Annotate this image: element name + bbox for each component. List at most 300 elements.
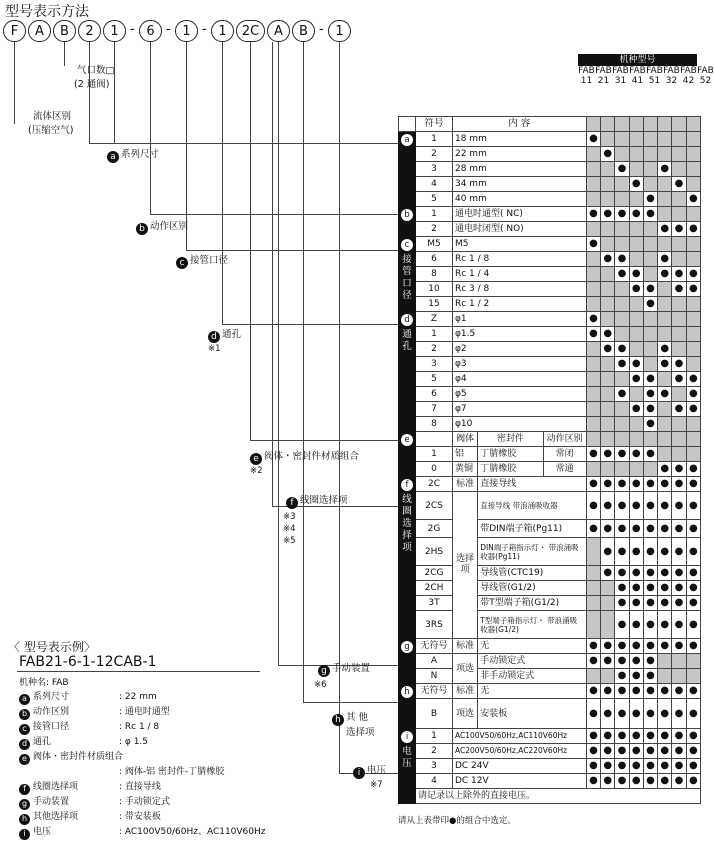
example-divider — [17, 671, 260, 672]
row-symbol: 2CH — [416, 581, 453, 596]
leader-line — [278, 42, 279, 665]
table-row — [399, 177, 701, 192]
model-dot — [658, 327, 672, 342]
model-dot — [601, 132, 615, 147]
model-dot: ● — [658, 342, 672, 357]
model-dot: ● — [586, 447, 600, 462]
model-dot — [601, 177, 615, 192]
model-dot: ● — [672, 596, 686, 611]
spec-table — [398, 116, 701, 804]
model-dot — [658, 192, 672, 207]
model-dot — [586, 387, 600, 402]
header-model-cell — [615, 117, 629, 132]
example-title: 〈 型号表示例〉 — [8, 640, 96, 654]
row-option: 选择项 — [452, 492, 477, 639]
model-dot: ● — [643, 492, 657, 520]
model-dot — [601, 417, 615, 432]
model-dot: ● — [615, 669, 629, 684]
table-row — [399, 267, 701, 282]
note-5: ※5 — [283, 536, 296, 546]
model-dot: ● — [672, 462, 686, 477]
model-dot: ● — [686, 462, 700, 477]
model-dot: ● — [672, 729, 686, 744]
model-dot: ● — [615, 387, 629, 402]
code-separator: - — [166, 22, 171, 37]
leader-line — [114, 42, 115, 143]
model-dot: ● — [601, 729, 615, 744]
model-dot — [586, 611, 600, 639]
model-dot — [643, 267, 657, 282]
model-dot: ● — [615, 342, 629, 357]
row-symbol: 1 — [416, 207, 453, 222]
code-box: 1 — [175, 20, 198, 42]
model-dot — [586, 192, 600, 207]
model-dot: ● — [601, 207, 615, 222]
model-col: FAB52 — [697, 66, 714, 86]
model-dot — [686, 297, 700, 312]
model-dot — [629, 222, 643, 237]
model-dot — [629, 147, 643, 162]
model-dot: ● — [686, 596, 700, 611]
group-h — [399, 684, 416, 729]
model-dot: ● — [629, 774, 643, 789]
model-dot — [643, 462, 657, 477]
model-dot: ● — [601, 744, 615, 759]
model-dot: ● — [615, 611, 629, 639]
label-c: c 接管口径 — [176, 254, 228, 269]
model-dot: ● — [686, 729, 700, 744]
row-content: 导线管(CTC19) — [478, 566, 587, 581]
model-dot: ● — [601, 684, 615, 699]
table-row — [399, 669, 701, 684]
model-col: FAB32 — [663, 66, 680, 86]
model-dot — [629, 312, 643, 327]
row-symbol: 1 — [416, 447, 453, 462]
label-h: h 其 他 — [332, 711, 368, 726]
model-dot — [686, 147, 700, 162]
model-dot — [686, 669, 700, 684]
model-dot — [601, 357, 615, 372]
model-dot: ● — [643, 581, 657, 596]
model-dot — [686, 447, 700, 462]
model-dot: ● — [629, 492, 643, 520]
row-content: 无 — [478, 639, 587, 654]
row-symbol: 0 — [416, 462, 453, 477]
example-row — [19, 825, 266, 839]
model-dot — [686, 357, 700, 372]
model-dot: ● — [672, 581, 686, 596]
note-3: ※3 — [283, 512, 296, 522]
model-dot: ● — [615, 492, 629, 520]
model-dot: ● — [629, 372, 643, 387]
row-symbol: 15 — [416, 297, 453, 312]
model-dot — [586, 282, 600, 297]
model-dot — [672, 252, 686, 267]
model-dot — [643, 177, 657, 192]
model-dot: ● — [658, 596, 672, 611]
row-action: 常通 — [543, 462, 586, 477]
table-row — [399, 297, 701, 312]
example-row — [19, 780, 161, 794]
model-dot — [686, 342, 700, 357]
row-content: 导线管(G1/2) — [478, 581, 587, 596]
row-symbol: 4 — [416, 774, 453, 789]
model-dot — [658, 402, 672, 417]
code-box: A — [28, 20, 51, 42]
model-dot — [586, 669, 600, 684]
model-dot: ● — [629, 669, 643, 684]
model-dot: ● — [586, 774, 600, 789]
model-dot — [586, 402, 600, 417]
model-dot — [672, 132, 686, 147]
e-head-blank — [416, 432, 453, 447]
row-content: Rc 1 / 4 — [452, 267, 586, 282]
model-columns — [578, 66, 714, 116]
model-dot — [586, 357, 600, 372]
group-letter: h — [401, 686, 413, 698]
table-row — [399, 147, 701, 162]
example-value: : φ 1.5 — [119, 737, 149, 747]
table-row — [399, 282, 701, 297]
table-row — [399, 538, 701, 566]
model-header: 机种型号 — [578, 54, 697, 66]
model-dot: ● — [629, 520, 643, 538]
row-symbol: Z — [416, 312, 453, 327]
model-col: FAB41 — [629, 66, 646, 86]
model-dot: ● — [672, 611, 686, 639]
model-dot: ● — [615, 684, 629, 699]
table-row — [399, 312, 701, 327]
model-dot: ● — [672, 177, 686, 192]
model-dot: ● — [643, 282, 657, 297]
model-dot — [686, 237, 700, 252]
model-dot: ● — [586, 729, 600, 744]
example-row — [19, 735, 148, 749]
model-dot — [686, 417, 700, 432]
row-symbol: M5 — [416, 237, 453, 252]
model-dot: ● — [615, 162, 629, 177]
model-dot: ● — [629, 639, 643, 654]
note-1: ※1 — [208, 344, 221, 354]
model-dot — [672, 162, 686, 177]
model-dot: ● — [629, 729, 643, 744]
group-b — [399, 207, 416, 237]
row-standard: 标准 — [452, 477, 477, 492]
table-row — [399, 132, 701, 147]
model-dot — [686, 312, 700, 327]
model-dot: ● — [672, 774, 686, 789]
model-dot — [615, 297, 629, 312]
model-dot — [672, 327, 686, 342]
model-dot: ● — [658, 538, 672, 566]
model-dot: ● — [643, 538, 657, 566]
model-dot: ● — [658, 611, 672, 639]
table-row — [399, 432, 701, 447]
row-symbol: 7 — [416, 402, 453, 417]
code-box: 1 — [328, 20, 351, 42]
model-dot — [643, 147, 657, 162]
leader-line — [272, 42, 273, 506]
row-content: 无 — [478, 684, 587, 699]
page-title: 型号表示方法 — [5, 4, 89, 20]
row-symbol: 2 — [416, 744, 453, 759]
row-content: 28 mm — [452, 162, 586, 177]
model-dot: ● — [629, 402, 643, 417]
row-content: 安装板 — [478, 699, 587, 729]
row-symbol: 6 — [416, 387, 453, 402]
label-e: e 阀体・密封件材质组合 — [250, 450, 359, 465]
example-value: : 手动锁定式 — [119, 797, 170, 807]
model-dot — [672, 237, 686, 252]
model-dot — [658, 447, 672, 462]
model-dot: ● — [658, 684, 672, 699]
table-row — [399, 759, 701, 774]
model-dot: ● — [601, 538, 615, 566]
model-dot: ● — [658, 744, 672, 759]
row-content: 直接导线 — [478, 477, 587, 492]
row-content: M5 — [452, 237, 586, 252]
row-symbol: B — [416, 699, 453, 729]
label-f: f 线圈选择项 — [286, 494, 348, 509]
model-dot: ● — [601, 639, 615, 654]
example-key — [19, 735, 119, 750]
row-content: Rc 3 / 8 — [452, 282, 586, 297]
model-dot — [658, 417, 672, 432]
row-content: DIN端子箱指示灯・ 带浪涌吸收器(Pg11) — [478, 538, 587, 566]
model-dot: ● — [629, 477, 643, 492]
model-dot: ● — [643, 699, 657, 729]
code-separator: - — [319, 22, 324, 37]
example-letter: a — [19, 694, 30, 705]
model-dot: ● — [586, 684, 600, 699]
model-dot: ● — [658, 699, 672, 729]
model-dot — [615, 402, 629, 417]
model-dot: ● — [672, 759, 686, 774]
example-value: : 阀体-铝 密封件-丁腈橡胶 — [119, 767, 225, 777]
row-content: φ3 — [452, 357, 586, 372]
model-dot: ● — [629, 699, 643, 729]
row-symbol: 10 — [416, 282, 453, 297]
code-separator: - — [130, 22, 135, 37]
row-symbol: 无符号 — [416, 639, 453, 654]
model-dot: ● — [586, 744, 600, 759]
model-dot — [672, 432, 686, 447]
model-dot: ● — [643, 207, 657, 222]
model-dot: ● — [658, 477, 672, 492]
model-dot — [601, 462, 615, 477]
note-4: ※4 — [283, 524, 296, 534]
e-head-action: 动作区别 — [543, 432, 586, 447]
row-body: 黄铜 — [452, 462, 477, 477]
header-content: 内 容 — [452, 117, 586, 132]
model-dot: ● — [601, 477, 615, 492]
row-content: 手动锁定式 — [478, 654, 587, 669]
model-dot — [615, 462, 629, 477]
model-dot: ● — [686, 387, 700, 402]
group-letter: b — [401, 209, 413, 221]
model-dot: ● — [672, 520, 686, 538]
model-dot — [601, 611, 615, 639]
example-key-text: 通孔 — [33, 737, 52, 747]
model-dot: ● — [686, 192, 700, 207]
model-dot — [615, 177, 629, 192]
example-row — [19, 765, 224, 779]
row-symbol: 6 — [416, 252, 453, 267]
model-dot — [586, 297, 600, 312]
model-dot: ● — [643, 297, 657, 312]
model-dot — [615, 222, 629, 237]
row-standard: 标准 — [452, 684, 477, 699]
model-dot: ● — [643, 611, 657, 639]
group-f — [399, 477, 416, 639]
model-dot — [658, 372, 672, 387]
model-dot: ● — [658, 387, 672, 402]
row-symbol: 无符号 — [416, 684, 453, 699]
row-action: 常闭 — [543, 447, 586, 462]
model-dot — [658, 282, 672, 297]
table-row — [399, 372, 701, 387]
row-body: 铝 — [452, 447, 477, 462]
model-dot: ● — [658, 639, 672, 654]
model-dot — [658, 177, 672, 192]
row-symbol: 1 — [416, 327, 453, 342]
model-dot: ● — [643, 774, 657, 789]
model-dot — [615, 237, 629, 252]
group-e — [399, 432, 416, 477]
leader-line — [150, 214, 398, 215]
model-dot: ● — [686, 774, 700, 789]
code-box: B — [292, 20, 315, 42]
header-model-cell — [586, 117, 600, 132]
model-dot — [629, 342, 643, 357]
model-dot: ● — [629, 566, 643, 581]
row-content: φ1 — [452, 312, 586, 327]
model-dot: ● — [615, 477, 629, 492]
model-dot: ● — [686, 520, 700, 538]
header-symbol: 符号 — [416, 117, 453, 132]
table-row — [399, 774, 701, 789]
model-dot: ● — [643, 402, 657, 417]
group-letter: a — [401, 134, 413, 146]
model-dot: ● — [672, 267, 686, 282]
model-dot — [658, 669, 672, 684]
model-dot — [672, 387, 686, 402]
model-dot: ● — [601, 342, 615, 357]
model-dot: ● — [658, 759, 672, 774]
model-dot — [615, 417, 629, 432]
model-dot: ● — [615, 596, 629, 611]
row-symbol: 3 — [416, 759, 453, 774]
row-content: 40 mm — [452, 192, 586, 207]
model-dot: ● — [658, 222, 672, 237]
example-name: 机种名: FAB — [19, 678, 69, 688]
example-key-text: 阀体・密封件材质组合 — [33, 752, 124, 762]
model-col: FAB51 — [646, 66, 663, 86]
table-row — [399, 402, 701, 417]
model-dot — [601, 282, 615, 297]
group-letter: f — [401, 479, 413, 491]
model-dot: ● — [686, 222, 700, 237]
model-dot: ● — [672, 372, 686, 387]
example-value: : 通电时通型 — [119, 707, 170, 717]
model-dot — [658, 432, 672, 447]
label-h2: 选择项 — [346, 727, 375, 738]
model-dot: ● — [586, 699, 600, 729]
row-symbol: 8 — [416, 267, 453, 282]
model-dot: ● — [615, 566, 629, 581]
bottom-note: 请从上表带印●的组合中选定。 — [398, 816, 516, 826]
table-row — [399, 162, 701, 177]
model-dot: ● — [672, 402, 686, 417]
header-model-cell — [672, 117, 686, 132]
model-dot — [643, 237, 657, 252]
model-dot: ● — [601, 252, 615, 267]
model-dot — [586, 538, 600, 566]
model-dot: ● — [615, 520, 629, 538]
model-dot: ● — [686, 759, 700, 774]
model-dot: ● — [686, 699, 700, 729]
model-dot: ● — [686, 744, 700, 759]
model-dot: ● — [586, 327, 600, 342]
model-dot: ● — [586, 654, 600, 669]
model-dot: ● — [629, 596, 643, 611]
row-symbol: N — [416, 669, 453, 684]
example-key — [19, 750, 124, 765]
model-dot: ● — [643, 387, 657, 402]
row-content: 非手动锁定式 — [478, 669, 587, 684]
example-key-text: 电压 — [33, 827, 52, 837]
model-dot: ● — [629, 611, 643, 639]
row-content: DC 24V — [452, 759, 586, 774]
table-row — [399, 462, 701, 477]
example-key — [19, 720, 119, 735]
model-dot — [629, 237, 643, 252]
model-dot — [615, 282, 629, 297]
model-dot — [586, 596, 600, 611]
leader-line — [89, 42, 90, 143]
example-value: : 22 mm — [119, 692, 157, 702]
note-6: ※6 — [314, 680, 327, 690]
model-dot — [615, 372, 629, 387]
model-dot: ● — [686, 477, 700, 492]
voltage-note: 请记录以上除外的直接电压。 — [416, 789, 701, 804]
model-dot — [658, 132, 672, 147]
example-key — [19, 780, 119, 795]
table-row — [399, 639, 701, 654]
table-row — [399, 596, 701, 611]
model-dot — [672, 207, 686, 222]
model-dot: ● — [601, 566, 615, 581]
model-dot — [615, 327, 629, 342]
model-dot — [629, 417, 643, 432]
model-dot: ● — [658, 774, 672, 789]
model-dot — [601, 192, 615, 207]
group-d — [399, 312, 416, 432]
model-dot — [672, 312, 686, 327]
model-dot — [601, 581, 615, 596]
table-row — [399, 654, 701, 669]
model-col: FAB42 — [680, 66, 697, 86]
table-row — [399, 192, 701, 207]
group-i — [399, 729, 416, 804]
group-text: 接管口径 — [402, 254, 412, 301]
model-dot: ● — [615, 538, 629, 566]
model-dot — [601, 432, 615, 447]
group-g — [399, 639, 416, 684]
model-dot — [615, 192, 629, 207]
row-symbol: 2 — [416, 342, 453, 357]
code-box: F — [3, 20, 26, 42]
